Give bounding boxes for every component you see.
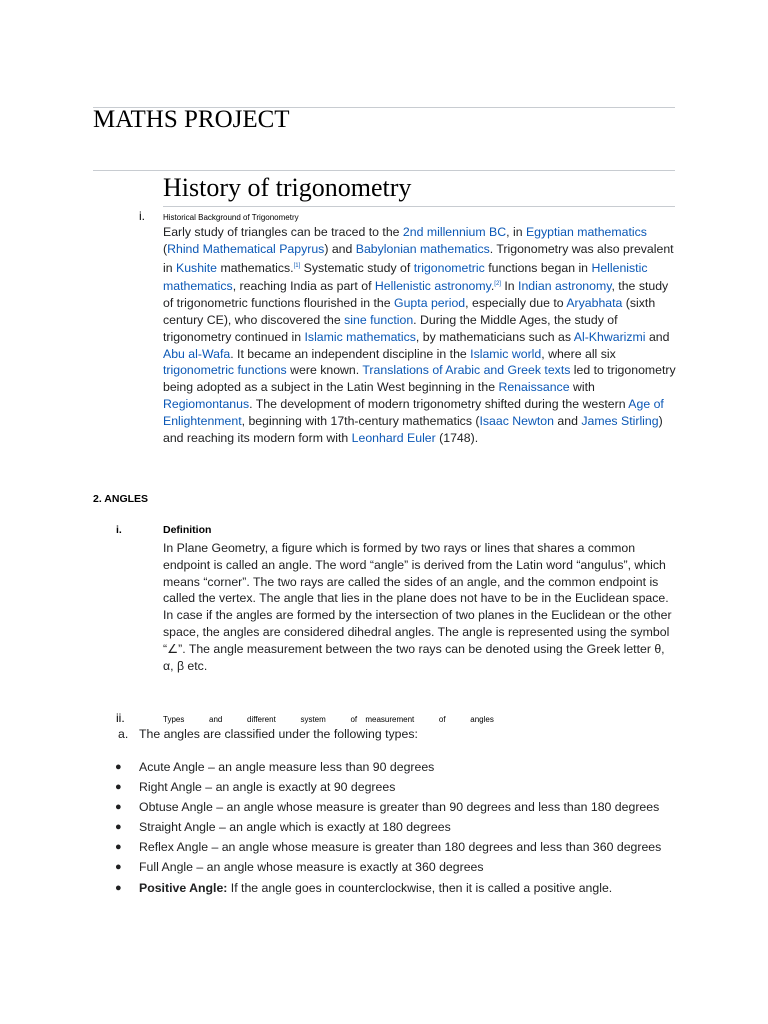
link-regiomontanus[interactable]: Regiomontanus [163,396,250,411]
link-egyptian-mathematics[interactable]: Egyptian mathematics [525,225,647,239]
link-sine-function[interactable]: sine function [344,312,414,327]
reference-1[interactable]: [1] [293,262,301,269]
section-heading: History of trigonometry [163,173,412,202]
alpha-text: The angles are classified under the following types: [139,727,418,741]
list-item: ● Acute Angle – an angle measure less than 90 degrees [115,760,435,774]
link-translations-arabic-greek[interactable]: Translations of Arabic and Greek texts [362,363,571,378]
bullet-icon: ● [115,841,122,854]
list-item: ● Obtuse Angle – an angle whose measure is greater than 90 degrees and less than 180 degrees [115,800,660,815]
bullet-icon: ● [115,761,122,773]
alpha-item [118,727,418,741]
list-item: ● Positive Angle: If the angle goes in counterclockwise, then it is called a positive angle. [115,880,613,895]
history-subheading: Historical Background of Trigonometry [163,213,299,222]
link-indian-astronomy[interactable]: Indian astronomy [518,279,612,294]
definition-heading: Definition [163,524,212,536]
reference-2[interactable]: [2] [494,281,501,288]
link-2nd-millennium-bc[interactable]: 2nd millennium BC [402,225,507,239]
link-trigonometric-functions[interactable]: trigonometric functions [163,363,287,378]
bullet-icon: ● [115,821,122,834]
link-babylonian-mathematics[interactable]: Babylonian mathematics [355,241,490,256]
document-title: MATHS PROJECT [93,106,290,133]
link-islamic-mathematics[interactable]: Islamic mathematics [304,329,416,344]
definition-paragraph: In Plane Geometry, a figure which is formed by two rays or lines that shares a common endpoint is called an angle. The word “angle” is derived from the Latin word “angulus”, which means “corner”. The two rays are called the sides of an angle, and the common endpoint is called the vertex. The angle that lies in the plane does not have to be in the Euclidean space. In case if the angles are formed by the intersection of two planes in the Euclidean or the other space, the angles are considered dihedral angles. The angle is represented using the symbol “∠”. The angle measurement between the two rays can be denoted using the Greek letter θ, α, β etc. [163,541,672,673]
link-aryabhata[interactable]: Aryabhata [566,296,623,311]
link-renaissance[interactable]: Renaissance [498,380,570,395]
title-divider [93,170,675,171]
bullet-icon: ● [115,781,122,794]
heading-divider [163,206,675,207]
list-marker-i: i. [139,209,145,223]
bullet-icon: ● [115,861,122,874]
list-item: ● Full Angle – an angle whose measure is exactly at 360 degrees [115,860,484,875]
list-marker-ii: ii. [116,711,125,725]
bullet-icon: ● [115,881,122,894]
link-gupta-period[interactable]: Gupta period [394,296,466,311]
list-item: ● Straight Angle – an angle which is exactly at 180 degrees [115,820,451,835]
link-trigonometric[interactable]: trigonometric [413,260,485,275]
bullet-icon: ● [115,801,122,814]
link-abu-al-wafa[interactable]: Abu al-Wafa [163,346,231,361]
link-hellenistic-astronomy[interactable]: Hellenistic astronomy [374,279,491,294]
link-james-stirling[interactable]: James Stirling [581,413,659,428]
link-age-of-enlightenment[interactable]: Age of Enlightenment [163,396,664,428]
angle-types-list [115,760,675,901]
link-leonhard-euler[interactable]: Leonhard Euler [351,430,436,445]
link-rhind-papyrus[interactable]: Rhind Mathematical Papyrus [167,241,325,256]
list-item: ● Right Angle – an angle is exactly at 90 degrees [115,780,396,795]
types-heading: Types and different system of measurement of angles [163,715,494,724]
history-paragraph: Early study of triangles can be traced to the 2nd millennium BC, in Egyptian mathematics (Rhind Mathematical Papyrus) and Babylonian mathematics. Trigonometry was also prevalent in Kushite mathematics.[1] Systematic study of trigonometric functions began in Hellenistic mathematics, reaching India as part of Hellenistic astronomy.[2] In Indian astronomy, the study of trigonometric functions flourished in the Gupta period, especially due to Aryabhata (sixth century CE), who discovered the sine function. During the Middle Ages, the study of trigonometry continued in Islamic mathematics, by mathematicians such as Al-Khwarizmi and Abu al-Wafa. It became an independent discipline in the Islamic world, where all six trigonometric functions were known. Translations of Arabic and Greek texts led to trigonometry being adopted as a subject in the Latin West beginning in the Renaissance with Regiomontanus. The development of modern trigonometry shifted during the western Age of Enlightenment, beginning with 17th-century mathematics (Isaac Newton and James Stirling) and reaching its modern form with Leonhard Euler (1748). [163,225,676,445]
list-marker-i-definition: i. [116,524,122,536]
link-isaac-newton[interactable]: Isaac Newton [479,413,554,428]
link-islamic-world[interactable]: Islamic world [470,346,542,361]
link-hellenistic-mathematics[interactable]: Hellenistic mathematics [163,260,648,294]
angles-heading: 2. ANGLES [93,493,149,505]
link-kushite[interactable]: Kushite [176,260,218,275]
list-item: ● Reflex Angle – an angle whose measure is greater than 180 degrees and less than 360 degrees [115,840,662,855]
alpha-marker: a. [118,727,129,741]
link-al-khwarizmi[interactable]: Al-Khwarizmi [573,329,646,344]
